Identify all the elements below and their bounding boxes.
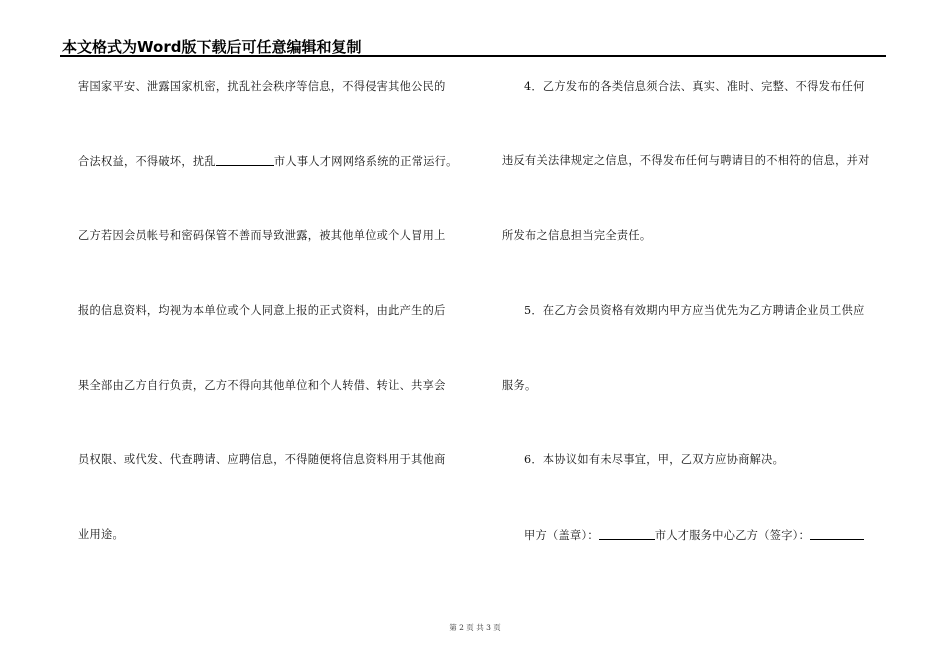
item4-line-2: 违反有关法律规定之信息，不得发布任何与聘请目的不相符的信息，并对 bbox=[502, 154, 870, 167]
left-line-5: 果全部由乙方自行负责，乙方不得向其他单位和个人转借、转让、共享会 bbox=[78, 379, 446, 392]
item5-line-2: 服务。 bbox=[502, 379, 537, 392]
blank-party-b-field bbox=[810, 528, 864, 540]
party-b-sign-label: 市人才服务中心乙方（签字）： bbox=[654, 529, 811, 542]
page-footer: 第 2 页 共 3 页 bbox=[449, 623, 501, 632]
left-line-1: 害国家平安、泄露国家机密，扰乱社会秩序等信息，不得侵害其他公民的 bbox=[78, 80, 446, 93]
page-header-title: 本文格式为Word版下载后可任意编辑和复制 bbox=[62, 38, 362, 56]
left-line-2 bbox=[78, 154, 458, 169]
item6-line-1: 6．本协议如有未尽事宜，甲，乙双方应协商解决。 bbox=[524, 453, 785, 466]
item5-line-1: 5．在乙方会员资格有效期内甲方应当优先为乙方聘请企业员工供应 bbox=[524, 304, 865, 317]
item4-line-3: 所发布之信息担当完全责任。 bbox=[502, 229, 652, 242]
blank-party-a-field bbox=[599, 528, 655, 540]
left-line-6: 员权限、或代发、代查聘请、应聘信息，不得随便将信息资料用于其他商 bbox=[78, 453, 446, 466]
left-line-2-pre: 合法权益，不得破坏，扰乱 bbox=[78, 155, 216, 168]
left-line-2-post: 市人事人才网网络系统的正常运行。 bbox=[273, 155, 458, 168]
party-a-seal-label: 甲方（盖章）： bbox=[524, 529, 599, 542]
left-line-7: 业用途。 bbox=[78, 528, 124, 541]
item4-line-1: 4．乙方发布的各类信息须合法、真实、准时、完整、不得发布任何 bbox=[524, 80, 865, 93]
left-line-4: 报的信息资料，均视为本单位或个人同意上报的正式资料，由此产生的后 bbox=[78, 304, 446, 317]
header-divider bbox=[60, 55, 886, 57]
blank-city-field bbox=[216, 154, 274, 166]
left-line-3: 乙方若因会员帐号和密码保管不善而导致泄露，被其他单位或个人冒用上 bbox=[78, 229, 446, 242]
signature-line bbox=[524, 528, 864, 543]
